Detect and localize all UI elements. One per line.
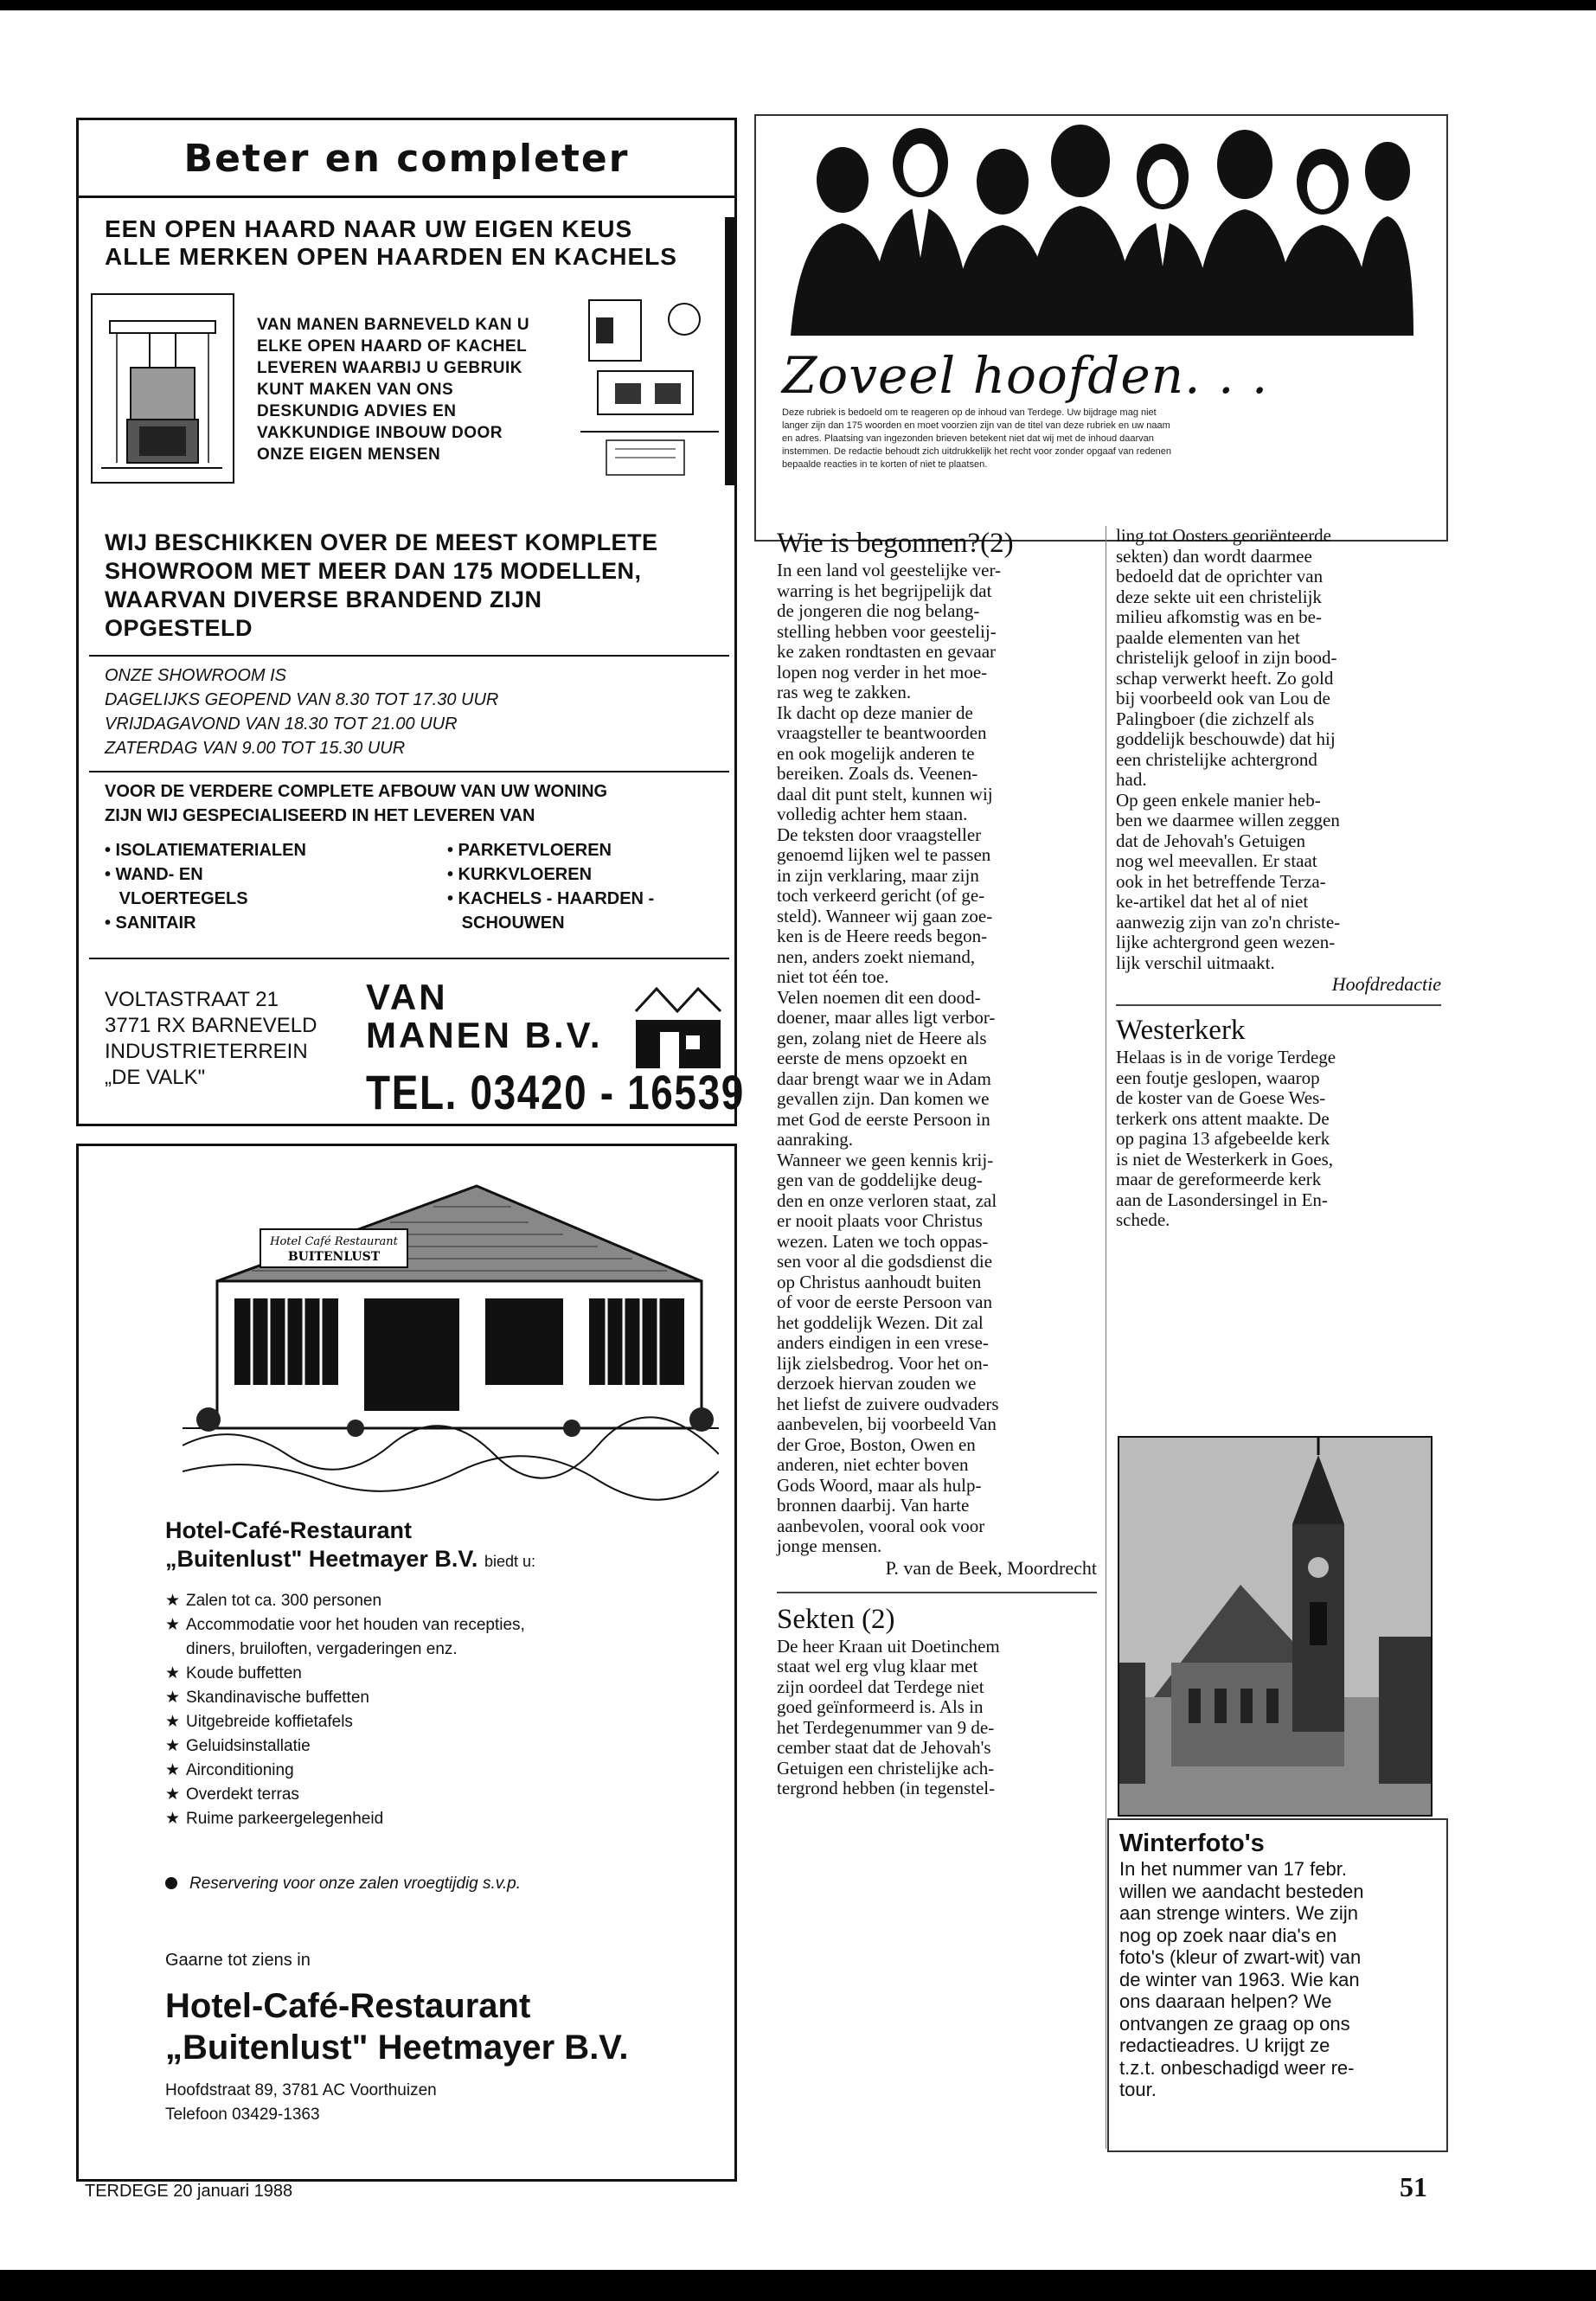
text-line: gen van de goddelijke deug- [777, 1170, 983, 1190]
star-icon: ★ [165, 1810, 181, 1828]
text-line: en ook mogelijk anderen te [777, 742, 975, 764]
text-line: ben we daarmee willen zeggen [1116, 810, 1340, 830]
star-icon: ★ [165, 1616, 181, 1634]
text-line: ook in het betreffende Terza- [1116, 870, 1326, 892]
text-line: steld). Wanneer wij gaan zoe- [777, 905, 993, 926]
text-line: de koster van de Goese Wes- [1116, 1087, 1326, 1108]
text-line: paalde elementen van het [1116, 626, 1300, 648]
interior-illustration [580, 293, 719, 497]
text-line: cember staat dat de Jehovah's [777, 1737, 991, 1758]
text-line: De heer Kraan uit Doetinchem [777, 1635, 1000, 1657]
text-line: aanbevelen, bij voorbeeld Van [777, 1413, 997, 1434]
text-line: ke-artikel dat het al of niet [1116, 891, 1309, 912]
ad-opening-hours: ONZE SHOWROOM IS DAGELIJKS GEOPEND VAN 8.30 TOT 17.30 UUR VRIJDAGAVOND VAN 18.30 TOT 21.00 UUR ZATERDAG VAN 9.00 TOT 15.30 UUR [89, 655, 729, 767]
text-line: op Christus aanhoudt buiten [777, 1271, 982, 1292]
star-icon: ★ [165, 1785, 181, 1804]
list-item: ★ Overdekt terras [165, 1783, 525, 1807]
text-line: terkerk ons attent maakte. De [1116, 1107, 1330, 1129]
text-line: wezen. Laten we toch oppas- [777, 1230, 989, 1252]
list-item: • SANITAIR [105, 913, 196, 933]
text-line: gen, zolang niet de Heere als [777, 1027, 987, 1048]
text-line: bereiken. Zoals ds. Veenen- [777, 763, 978, 784]
text-line: is niet de Westerkerk in Goes, [1116, 1148, 1334, 1170]
text-line: een christelijke achtergrond [1116, 748, 1317, 770]
letter-body-continued [1116, 526, 1441, 973]
list-item: • ISOLATIEMATERIALEN [105, 841, 306, 860]
text-line: warring is het begrijpelijk dat [777, 580, 992, 601]
list-item: ★ Skandinavische buffetten [165, 1686, 525, 1710]
text-line: lopen nog verder in het moe- [777, 661, 988, 683]
hotel-sign-line2: BUITENLUST [287, 1250, 381, 1264]
text-line: lijk zielsbedrog. Voor het on- [777, 1352, 989, 1374]
notice-body [1119, 1858, 1436, 2101]
text-line: bij voorbeeld ook van Lou de [1116, 688, 1330, 708]
text-line: nen, anders zoekt niemand, [777, 945, 976, 967]
text-line: Gods Woord, maar als hulp- [777, 1474, 982, 1496]
text-line: de winter van 1963. Wie kan [1119, 1968, 1360, 1990]
list-item: • PARKETVLOEREN [447, 841, 612, 860]
text-line: willen we aandacht besteden [1119, 1880, 1364, 1902]
text-line: De teksten door vraagsteller [777, 824, 982, 845]
text-line: milieu afkomstig was en be- [1116, 606, 1322, 627]
column-header [754, 114, 1448, 542]
list-item: ★ Koude buffetten [165, 1662, 525, 1686]
text-line: had. [1116, 769, 1147, 790]
text-line: anders eindigen in een vrese- [777, 1332, 989, 1353]
letters-column-right [1116, 526, 1441, 1231]
text-line: bronnen daarbij. Van harte [777, 1495, 970, 1516]
hotel-title: Hotel-Café-Restaurant „Buitenlust" Heetmayer B.V. biedt u: [165, 1517, 535, 1572]
text-line: Helaas is in de vorige Terdege [1116, 1047, 1336, 1067]
star-icon: ★ [165, 1737, 181, 1755]
column-title: Zoveel hoofden. . . [782, 346, 1269, 405]
text-line: nog op zoek naar dia's en [1119, 1924, 1337, 1946]
letter-body [777, 1637, 1097, 1799]
list-item: ★ Zalen tot ca. 300 personen [165, 1589, 525, 1613]
text-line: t.z.t. onbeschadigd weer re- [1119, 2056, 1355, 2079]
list-item: diners, bruiloften, vergaderingen enz. [186, 1640, 458, 1658]
text-line: de jongeren die nog belang- [777, 600, 980, 621]
text-line: niet tot één toe. [777, 966, 889, 987]
text-line: toch verkeerd gericht (of ge- [777, 885, 985, 906]
text-line: er nooit plaats voor Christus [777, 1210, 983, 1231]
text-line: aan de Lasondersingel in En- [1116, 1189, 1328, 1210]
ad-blurb: VAN MANEN BARNEVELD KAN U ELKE OPEN HAARD OF KACHEL LEVEREN WAARBIJ U GEBRUIK KUNT MAKEN VAN ONS DESKUNDIG ADVIES EN VAKKUNDIGE INBOUW DOOR ONZE EIGEN MENSEN [257, 316, 530, 464]
text-line: aanwezig zijn van zo'n christe- [1116, 911, 1341, 933]
notice-heading: Winterfoto's [1119, 1830, 1265, 1857]
text-line: nog wel meevallen. Er staat [1116, 850, 1317, 871]
list-item: ★ Ruime parkeergelegenheid [165, 1807, 525, 1831]
text-line: derzoek hiervan zouden we [777, 1373, 977, 1394]
text-line: vraagsteller te beantwoorden [777, 722, 987, 743]
text-line: daal dit punt stelt, kunnen wij [777, 783, 993, 804]
text-line: schede. [1116, 1209, 1170, 1230]
text-line: jonge mensen. [777, 1535, 882, 1556]
company-phone: TEL. 03420 - 16539 [366, 1065, 745, 1119]
winterfoto-box [1107, 1818, 1448, 2152]
star-icon: ★ [165, 1689, 181, 1707]
text-line: aanraking. [777, 1129, 854, 1150]
text-line: In een land vol geestelijke ver- [777, 560, 1002, 580]
text-line: Wanneer we geen kennis krij- [777, 1149, 994, 1170]
list-item: • WAND- EN [105, 865, 203, 884]
hotel-greeting: Gaarne tot ziens in [165, 1951, 311, 1970]
list-item: ★ Airconditioning [165, 1759, 525, 1783]
text-line: dat de Jehovah's Getuigen [1116, 830, 1305, 851]
bottom-rule [0, 2270, 1596, 2301]
reservation-note: Reservering voor onze zalen vroegtijdig s.v.p. [165, 1875, 521, 1894]
list-item: • KACHELS - HAARDEN - [447, 889, 655, 908]
text-line: aanbevolen, vooral ook voor [777, 1515, 985, 1536]
text-line: ke zaken rondtasten en gevaar [777, 641, 997, 662]
list-item: • KURKVLOEREN [447, 865, 593, 884]
ad-headline: EEN OPEN HAARD NAAR UW EIGEN KEUS ALLE MERKEN OPEN HAARDEN EN KACHELS [105, 215, 677, 270]
hotel-illustration [183, 1169, 719, 1515]
text-line: volledig achter hem staan. [777, 804, 968, 824]
text-line: genoemd lijken wel te passen [777, 844, 991, 865]
list-item: VLOERTEGELS [105, 889, 248, 908]
company-address: VOLTASTRAAT 21 3771 RX BARNEVELD INDUSTRIETERREIN „DE VALK" [105, 988, 317, 1089]
text-line: schap verwerkt heeft. Zo gold [1116, 667, 1334, 689]
page-number: 51 [1400, 2171, 1427, 2202]
text-line: doener, maar alles ligt verbor- [777, 1007, 996, 1028]
text-line: staat wel erg vlug klaar met [777, 1656, 978, 1676]
text-line: tergrond hebben (in tegenstel- [777, 1778, 996, 1798]
text-line: stelling hebben voor geestelij- [777, 620, 997, 642]
text-line: deze sekte uit een christelijk [1116, 586, 1322, 607]
text-line: in zijn verklaring, maar zijn [777, 864, 979, 886]
bullet-icon [165, 1877, 177, 1889]
ad-title: Beter en completer [79, 120, 734, 198]
notice-body [1116, 1048, 1441, 1231]
hotel-name: Hotel-Café-Restaurant „Buitenlust" Heetmayer B.V. [165, 1987, 629, 2067]
text-line: ontvangen ze graag op ons [1119, 2012, 1350, 2035]
hotel-sign-line1: Hotel Café Restaurant [270, 1235, 398, 1248]
letter-heading: Wie is begonnen?(2) [777, 528, 1014, 559]
star-icon: ★ [165, 1592, 181, 1610]
text-line: aan strenge winters. We zijn [1119, 1902, 1358, 1924]
letter-signature: P. van de Beek, Moordrecht [885, 1556, 1097, 1579]
text-line: daar brengt waar we in Adam [777, 1067, 991, 1089]
ad-showroom-text: WIJ BESCHIKKEN OVER DE MEEST KOMPLETE SHOWROOM MET MEER DAN 175 MODELLEN, WAARVAN DIVERSE BRANDEND ZIJN OPGESTELD [105, 529, 658, 641]
text-line: Palingboer (die zichzelf als [1116, 708, 1315, 729]
text-line: maar de gereformeerde kerk [1116, 1169, 1322, 1189]
column-intro: Deze rubriek is bedoeld om te reageren op de inhoud van Terdege. Uw bijdrage mag niet langer zijn dan 175 woorden en moet voorzien zijn van de titel van deze rubriek en uw naam en adres. Plaatsing van ingezonden brieven betekent niet dat wij met de inhoud daarvan instemmen. De redactie behoudt zich uitdrukkelijk het recht voor zonder opgaaf van redenen bepaalde reacties in te korten of niet te plaatsen. [782, 407, 1172, 470]
text-line: goddelijk beschouwde) dat hij [1116, 728, 1336, 749]
text-line: ras weg te zakken. [777, 682, 912, 702]
text-line: goed geïnformeerd is. Als in [777, 1696, 984, 1717]
list-item: ★ Accommodatie voor het houden van recepties, [165, 1613, 525, 1638]
stove-illustration [91, 293, 234, 484]
text-line: sen voor al die godsdienst die [777, 1251, 993, 1272]
text-line: anderen, niet echter boven [777, 1454, 969, 1475]
text-line: den en onze verloren staat, zal [777, 1189, 997, 1211]
ad-speciality: VOOR DE VERDERE COMPLETE AFBOUW VAN UW WONING ZIJN WIJ GESPECIALISEERD IN HET LEVEREN VAN [89, 771, 729, 835]
star-icon: ★ [165, 1664, 181, 1682]
letters-column-left [777, 526, 1097, 1799]
hotel-feature-list [165, 1589, 525, 1831]
ad-hotel [76, 1144, 737, 2182]
text-line: het goddelijk Wezen. Dit zal [777, 1311, 984, 1333]
text-line: lijk verschil uitmaakt. [1116, 952, 1275, 973]
text-line: ling tot Oosters georiënteerde [1116, 525, 1332, 546]
top-rule [0, 0, 1596, 10]
hotel-contact: Hoofdstraat 89, 3781 AC Voorthuizen Telefoon 03429-1363 [165, 2081, 437, 2124]
text-line: tour. [1119, 2079, 1157, 2100]
star-icon: ★ [165, 1713, 181, 1731]
text-line: Ik dacht op deze manier de [777, 702, 973, 723]
notice-heading: Westerkerk [1116, 1015, 1246, 1046]
text-line: gevallen zijn. Dan komen we [777, 1088, 990, 1109]
list-item: ★ Uitgebreide koffietafels [165, 1710, 525, 1734]
text-line: christelijk geloof in zijn bood- [1116, 647, 1337, 668]
text-line: bedoeld dat de oprichter van [1116, 566, 1324, 586]
text-line: of voor de eerste Persoon van [777, 1292, 993, 1312]
text-line: Velen noemen dit een dood- [777, 986, 981, 1008]
text-line: het Terdegenummer van 9 de- [777, 1716, 995, 1738]
letter-heading: Sekten (2) [777, 1603, 895, 1635]
letter-body [777, 561, 1097, 1557]
text-line: redactieadres. U krijgt ze [1119, 2035, 1330, 2056]
van-manen-logo-icon [631, 977, 726, 1072]
list-item: ★ Geluidsinstallatie [165, 1734, 525, 1759]
ad-accent-bar [725, 217, 737, 485]
text-line: met God de eerste Persoon in [777, 1108, 990, 1130]
text-line: lijke achtergrond geen wezen- [1116, 932, 1336, 952]
text-line: In het nummer van 17 febr. [1119, 1858, 1347, 1880]
text-line: op pagina 13 afgebeelde kerk [1116, 1128, 1330, 1149]
text-line: sekten) dan wordt daarmee [1116, 545, 1312, 567]
issue-footer: TERDEGE 20 januari 1988 [85, 2182, 293, 2201]
church-photo [1118, 1436, 1433, 1817]
ad-open-haard [76, 118, 745, 1126]
star-icon: ★ [165, 1761, 181, 1779]
text-line: ons daaraan helpen? We [1119, 1990, 1332, 2012]
ad-footer [89, 958, 745, 1125]
text-line: een foutje geslopen, waarop [1116, 1067, 1320, 1088]
text-line: zijn oordeel dat Terdege niet [777, 1676, 984, 1697]
text-line: eerste de mens opzoekt en [777, 1048, 968, 1068]
text-line: Getuigen een christelijke ach- [777, 1757, 995, 1779]
list-item: SCHOUWEN [447, 913, 565, 933]
text-line: het liefst de zuivere oudvaders [777, 1393, 999, 1414]
company-name: VAN MANEN B.V. [366, 977, 603, 1055]
text-line: foto's (kleur of zwart-wit) van [1119, 1946, 1362, 1968]
text-line: ken is de Heere reeds begon- [777, 926, 988, 946]
letter-signature: Hoofdredactie [1331, 973, 1441, 995]
text-line: Op geen enkele manier heb- [1116, 789, 1321, 811]
text-line: der Groe, Boston, Owen en [777, 1433, 976, 1455]
